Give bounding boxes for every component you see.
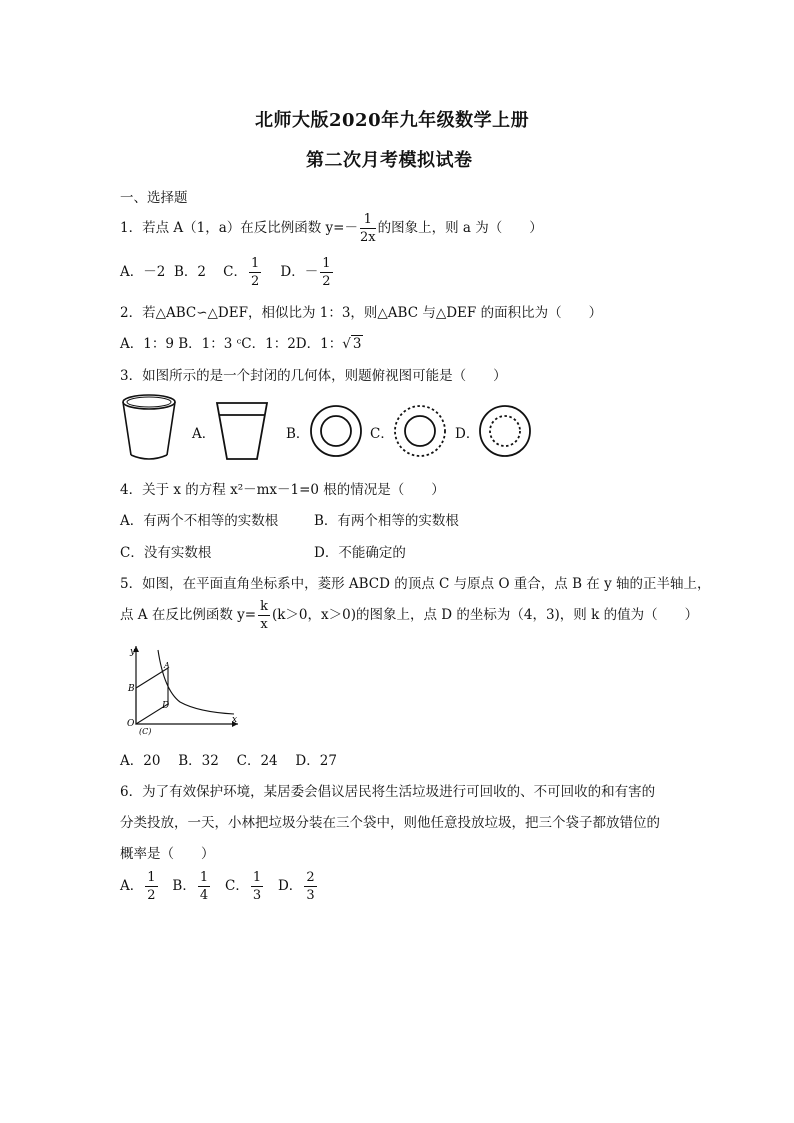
q6-option-d: D．	[277, 878, 303, 894]
q1-option-d: D．－	[280, 264, 319, 280]
q1-option-d-frac	[320, 257, 332, 288]
title-line-1: 北师大版2020年九年级数学上册	[255, 110, 530, 131]
q6-c-num: 1	[252, 870, 262, 885]
option-c-dashed-outer-figure	[392, 403, 448, 459]
q1-opt-c-den: 2	[250, 274, 260, 289]
q6-option-c: C．	[224, 878, 249, 894]
q6-options	[120, 871, 319, 902]
q1-options	[120, 257, 335, 288]
fig-label-y: y	[130, 647, 136, 657]
q5-fraction	[258, 600, 270, 631]
q6-d-den: 3	[306, 888, 315, 903]
q1-frac-num: 1	[360, 213, 376, 229]
title-line-2: 第二次月考模拟试卷	[306, 150, 473, 171]
option-d-dashed-inner-figure	[477, 403, 533, 459]
rhombus-graph-figure	[118, 640, 244, 736]
q4-option-a: A．有两个不相等的实数根	[120, 513, 279, 529]
q1-text-post: 的图象上，则 a 为（ ）	[377, 220, 543, 236]
question-5-line-2	[120, 600, 698, 631]
q6-option-d-frac	[304, 871, 316, 902]
q6-b-num: 1	[199, 870, 209, 885]
q1-option-a: A．－2	[120, 264, 166, 280]
q4-option-b: B．有两个相等的实数根	[314, 513, 459, 529]
q6-option-b-frac	[198, 871, 210, 902]
fig-label-c: (C)	[139, 727, 152, 736]
section-heading: 一、选择题	[120, 190, 188, 206]
q1-option-b: B．2	[173, 264, 206, 280]
q6-option-c-frac	[251, 871, 263, 902]
q2-sqrt-value: 3	[352, 336, 362, 352]
q6-option-b: B．	[172, 878, 196, 894]
q6-a-den: 2	[147, 888, 156, 903]
q1-option-c-frac	[249, 257, 261, 288]
q3-option-b: B．	[286, 426, 310, 442]
question-6-line-3: 概率是（ ）	[120, 846, 215, 862]
q6-d-num: 2	[306, 870, 315, 885]
fig-label-b: B	[128, 684, 135, 694]
fig-label-o: O	[127, 719, 135, 729]
option-b-solid-rings-figure	[308, 403, 364, 459]
q3-option-a: A．	[192, 426, 216, 442]
question-2: 2．若△ABC∽△DEF，相似比为 1：3，则△ABC 与△DEF 的面积比为（ ）	[120, 305, 603, 321]
q5-frac-den: x	[260, 617, 268, 632]
q2-options	[120, 332, 363, 352]
option-a-trapezoid-figure	[214, 401, 270, 463]
question-3: 3．如图所示的是一个封闭的几何体，则题俯视图可能是（ ）	[120, 368, 507, 384]
q1-opt-d-num: 1	[322, 256, 331, 271]
q2-options-text: A．1：9 B．1：3 ᶜC．1：2D．1：	[120, 336, 343, 352]
cup-figure	[118, 392, 182, 466]
q3-option-c: C．	[370, 426, 394, 442]
q5-frac-num: k	[260, 599, 268, 614]
q5-line2-pre: 点 A 在反比例函数 y=	[120, 607, 257, 623]
q6-c-den: 3	[252, 888, 262, 903]
question-1	[120, 213, 543, 244]
q6-option-a: A．	[120, 878, 144, 894]
q6-a-num: 1	[147, 870, 156, 885]
fig-label-d: D	[162, 701, 170, 711]
q6-b-den: 4	[199, 888, 209, 903]
q6-option-a-frac	[145, 871, 157, 902]
question-6-line-2: 分类投放，一天，小林把垃圾分装在三个袋中，则他任意投放垃圾，把三个袋子都放错位的	[120, 815, 660, 831]
question-5-line-1: 5．如图，在平面直角坐标系中，菱形 ABCD 的顶点 C 与原点 O 重合，点 B 在 y 轴的正半轴上，	[120, 576, 711, 592]
q3-option-d: D．	[455, 426, 480, 442]
q1-opt-d-den: 2	[322, 274, 331, 289]
question-6-line-1: 6．为了有效保护环境，某居委会倡议居民将生活垃圾进行可回收的、不可回收的和有害的	[120, 784, 656, 800]
q5-line2-post: (k＞0，x＞0)的图象上，点 D 的坐标为（4，3)，则 k 的值为（ ）	[271, 607, 699, 623]
fig-label-a: A	[164, 661, 170, 670]
q1-option-c: C．	[223, 264, 247, 280]
q1-frac-den: 2x	[360, 230, 376, 245]
q1-fraction	[360, 213, 376, 244]
q4-option-d: D．不能确定的	[314, 545, 406, 561]
q1-opt-c-num: 1	[250, 256, 260, 271]
q2-sqrt: √ 3	[342, 336, 362, 352]
q1-text-pre: 1．若点 A（1，a）在反比例函数 y=－	[120, 220, 358, 236]
question-4: 4．关于 x 的方程 x²－mx－1=0 根的情况是（ ）	[120, 482, 445, 498]
q4-option-c: C．没有实数根	[120, 545, 212, 561]
q5-options: A．20 B．32 C．24 D．27	[120, 753, 337, 769]
fig-label-x: x	[232, 715, 238, 725]
